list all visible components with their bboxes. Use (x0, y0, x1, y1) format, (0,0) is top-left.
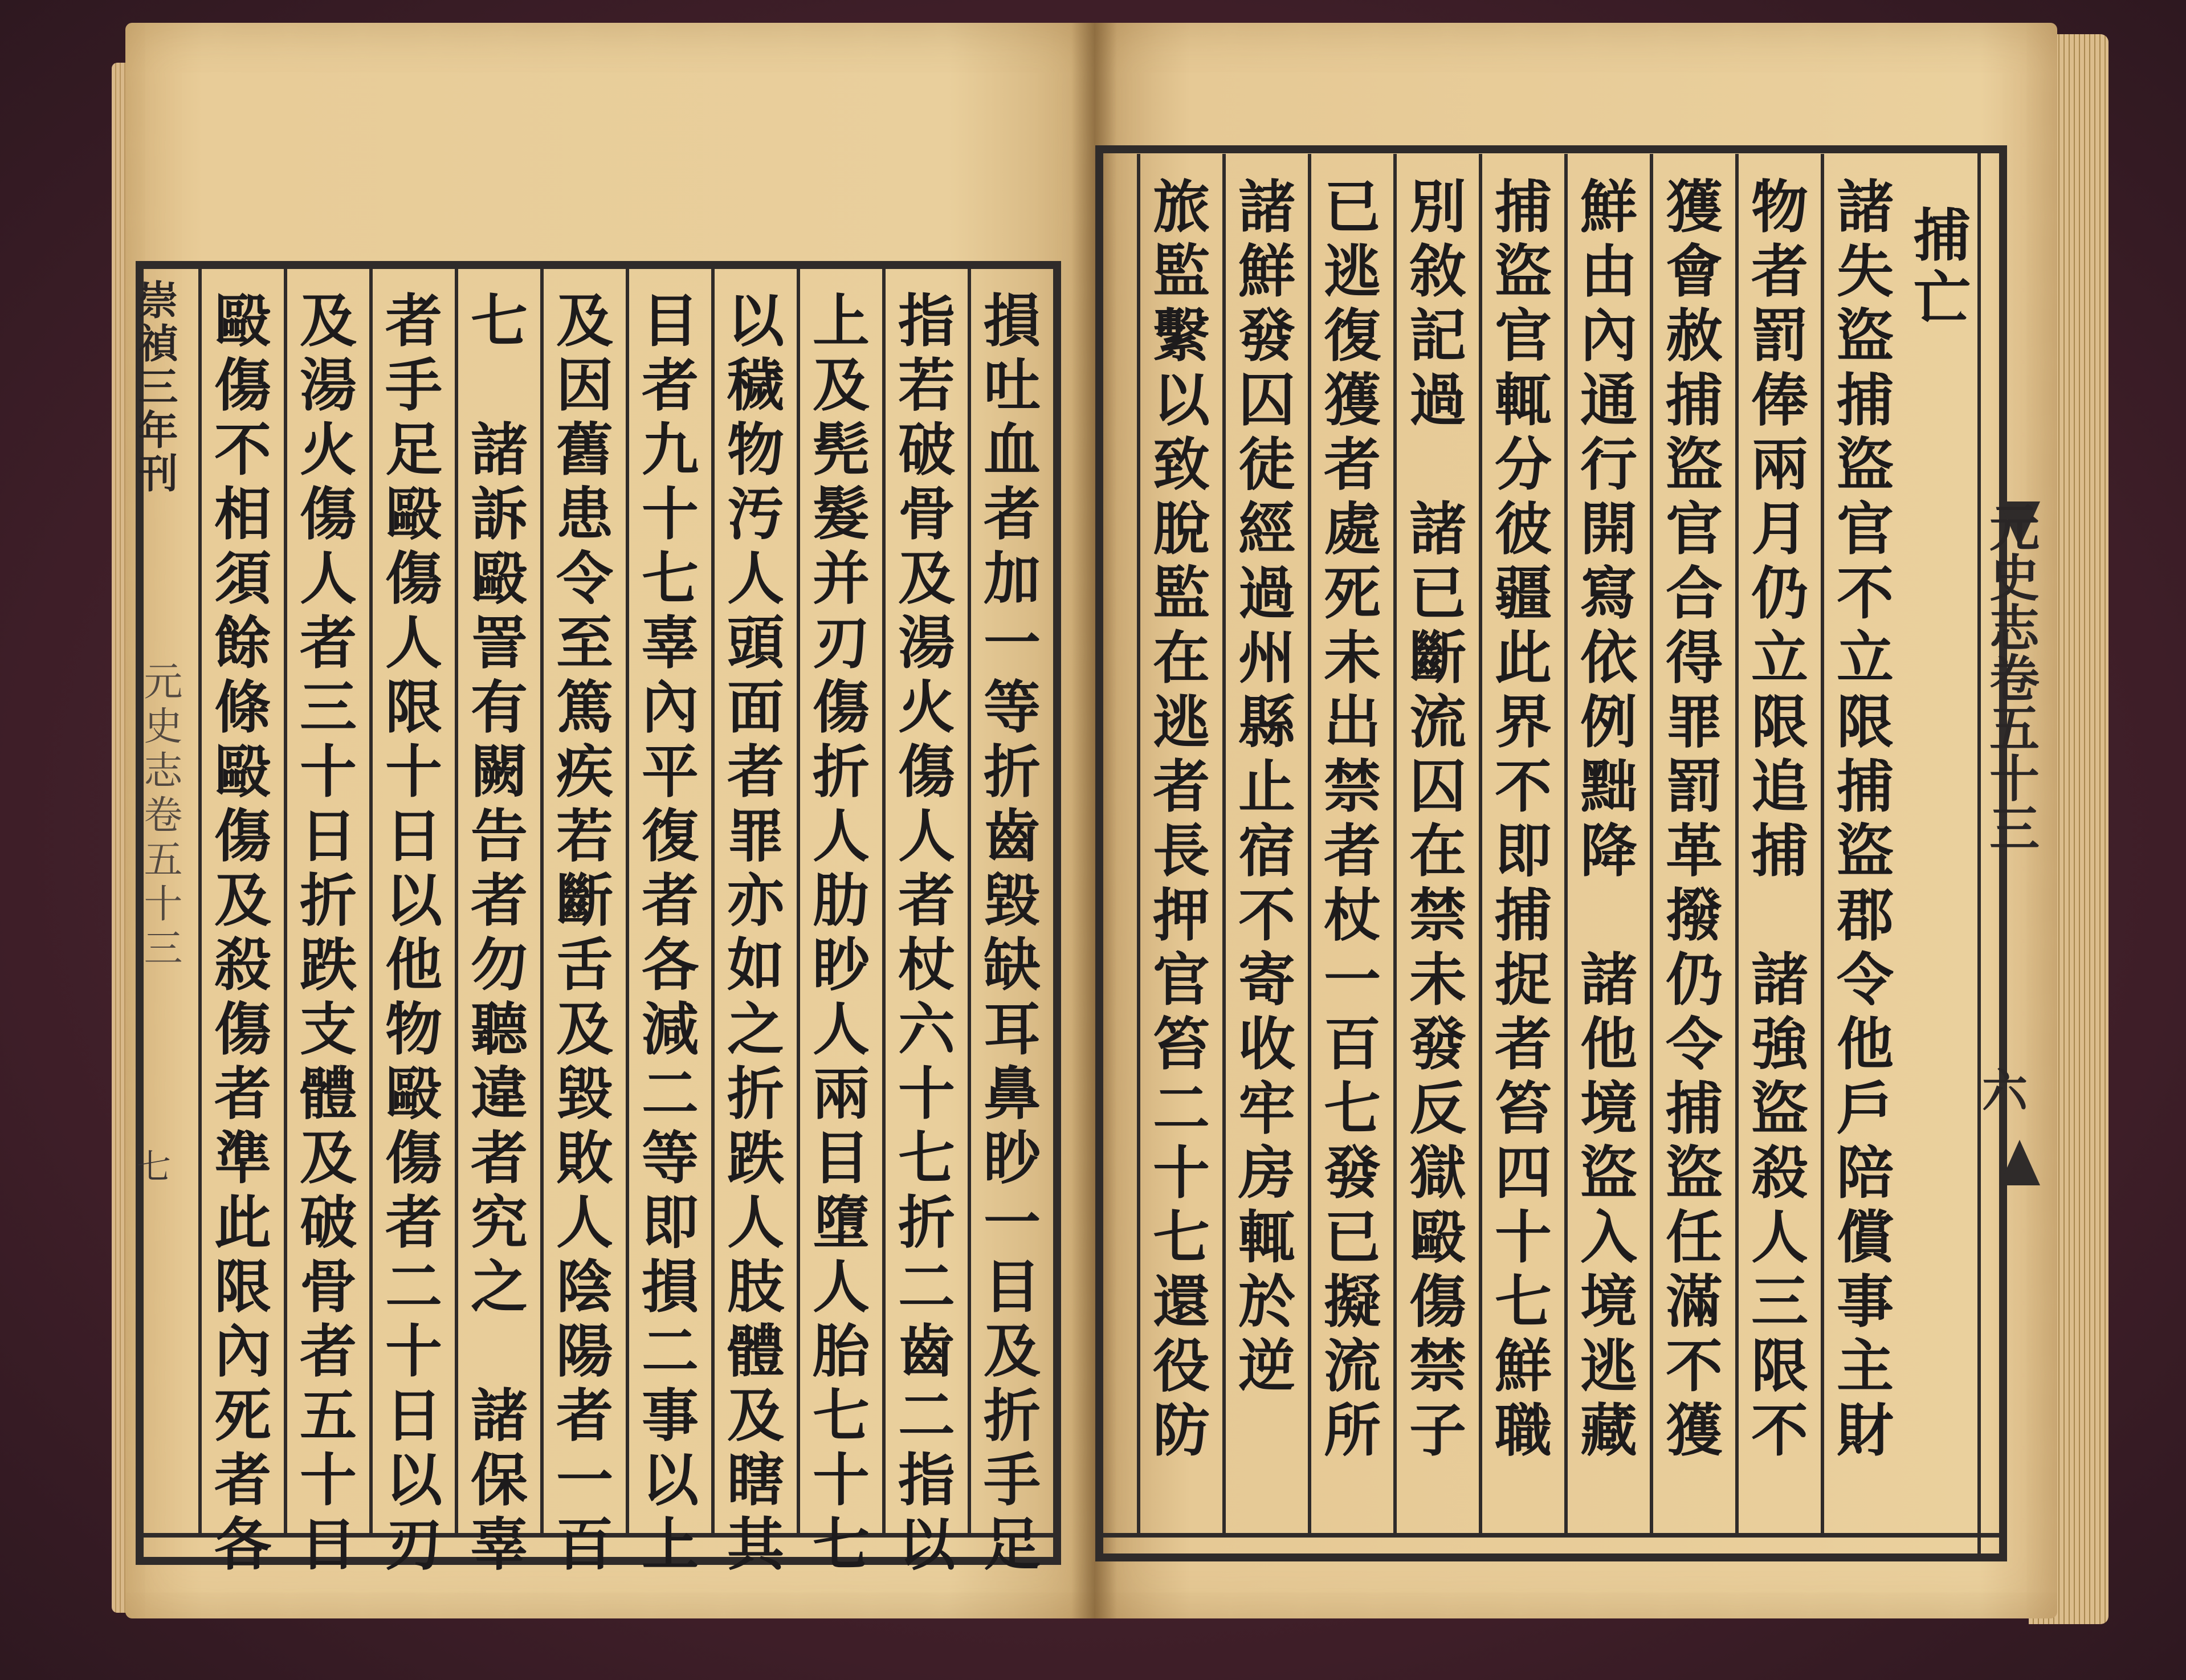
left-text-column: 者手足毆傷人限十日以他物毆傷者二十日以刃 (376, 291, 443, 1579)
left-text-column: 損吐血者加一等折齒毀缺耳鼻眇一目及折手足 (974, 291, 1041, 1579)
right-bottom-rule (1095, 1533, 2007, 1538)
fold-title: 元史志卷五十三 (1981, 501, 2041, 853)
edition-label: 崇禎三年刊 (132, 279, 179, 496)
right-text-column: 諸失盜捕盜官不立限捕盜郡令他戶陪償事主財 (1827, 177, 1894, 1465)
left-text-column: 指若破骨及湯火傷人者杖六十七折二齒二指以 (888, 291, 956, 1579)
right-text-column: 別敘記過 諸已斷流囚在禁未發反獄毆傷禁子 (1400, 177, 1467, 1465)
left-text-column: 七 諸訴毆詈有闕告者勿聽違者究之 諸保辜 (461, 291, 528, 1579)
fold-strip (1977, 145, 2010, 1561)
left-text-column: 及湯火傷人者三十日折跌支體及破骨者五十日 (290, 291, 357, 1579)
right-text-column: 物者罰俸兩月仍立限追捕 諸強盜殺人三限不 (1742, 177, 1809, 1465)
right-text-column: 旅監繫以致脫監在逃者長押官笞二十七還役防 (1143, 177, 1210, 1465)
left-text-column: 目者九十七辜內平復者各減二等即損二事以上 (632, 291, 699, 1579)
left-column-rule (455, 268, 458, 1533)
left-column-rule (198, 268, 202, 1533)
fish-tail-bottom (1999, 1140, 2040, 1185)
right-column-rule (1564, 154, 1568, 1533)
left-text-column: 上及髡髮并刃傷折人肋眇人兩目墮人胎七十七 (803, 291, 870, 1579)
left-text-column: 以穢物汚人頭面者罪亦如之折跌人肢體及瞎其 (717, 291, 785, 1579)
right-text-column: 已逃復獲者處死未出禁者杖一百七發已擬流所 (1314, 177, 1381, 1465)
left-text-column: 毆傷不相須餘條毆傷及殺傷者準此限內死者各 (205, 291, 272, 1579)
margin-volume-label: 元史志卷五十三 (137, 661, 182, 972)
left-column-rule (284, 268, 287, 1533)
fold-page-number: 六 (1982, 1064, 2028, 1118)
left-column-rule (797, 268, 800, 1533)
right-column-rule (1393, 154, 1397, 1533)
right-column-rule (1479, 154, 1482, 1533)
section-heading: 捕亡 (1904, 205, 1971, 331)
right-column-rule (1650, 154, 1653, 1533)
right-text-column: 獲會赦捕盜官合得罪罰革撥仍令捕盜任滿不獲 (1656, 177, 1723, 1465)
right-text-column: 捕盜官輒分彼疆此界不即捕捉者笞四十七鮮職 (1485, 177, 1552, 1465)
left-column-rule (540, 268, 544, 1533)
right-text-column: 鮮由內通行開寫依例黜降 諸他境盜入境逃藏 (1571, 177, 1638, 1465)
right-column-rule (1308, 154, 1311, 1533)
right-column-rule (1735, 154, 1739, 1533)
right-column-rule (1821, 154, 1824, 1533)
left-column-rule (626, 268, 629, 1533)
right-text-column: 諸鮮發囚徒經過州縣止宿不寄收牢房輒於逆 (1229, 177, 1296, 1400)
left-column-rule (968, 268, 971, 1533)
right-column-rule (1222, 154, 1226, 1533)
right-column-rule (1137, 154, 1140, 1533)
left-column-rule (711, 268, 715, 1533)
left-column-rule (369, 268, 373, 1533)
left-column-rule (882, 268, 886, 1533)
left-text-column: 及因舊患令至篤疾若斷舌及毀敗人陰陽者一百 (546, 291, 614, 1579)
margin-page-number: 七 (137, 1147, 171, 1187)
